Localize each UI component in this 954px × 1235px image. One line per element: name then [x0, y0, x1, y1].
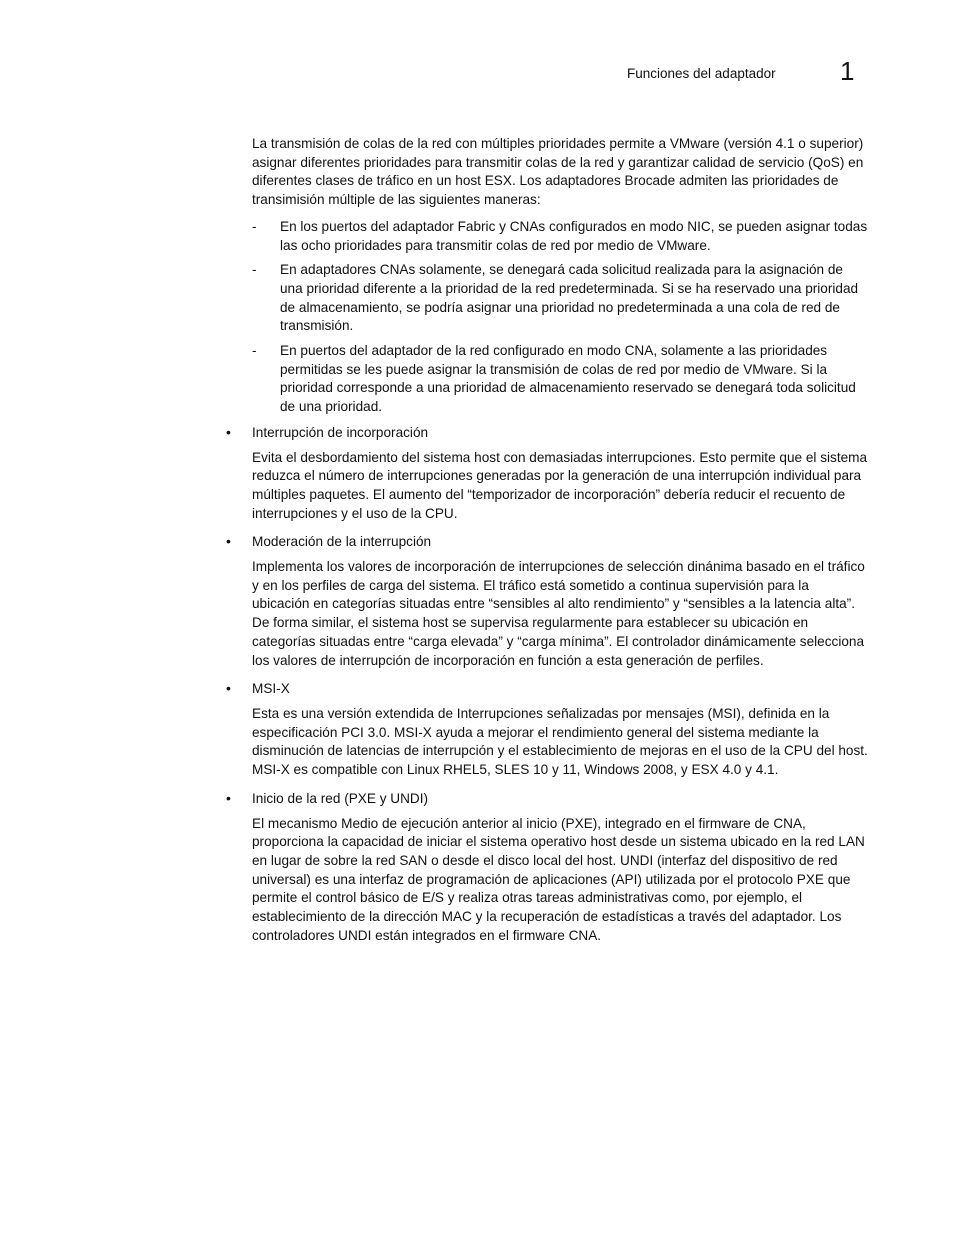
chapter-number: 1: [840, 56, 855, 86]
list-item: [252, 342, 868, 417]
page-body: [226, 135, 868, 955]
section-title: Inicio de la red (PXE y UNDI): [252, 790, 429, 806]
section-title: Interrupción de incorporación: [252, 424, 429, 440]
section-body: Evita el desbordamiento del sistema host con demasiadas interrupciones. Esto permite que el sistema reduzca el número de interrupciones generadas por la generación de una interrupción individual para múltiples paquetes. El aumento del “temporizador de incorporación” debería reducir el recuento de interrupciones y el uso de la CPU.: [252, 449, 868, 521]
intro-paragraph: La transmisión de colas de la red con múltiples prioridades permite a VMware (versión 4.1 o superior) asignar diferentes prioridades para transmitir colas de la red y garantizar calidad de servicio (QoS) en diferentes clases de tráfico en un host ESX. Los adaptadores Brocade admiten las prioridades de transimisión múltiple de las siguientes maneras:: [252, 136, 864, 208]
bullet-icon: •: [226, 789, 231, 806]
section-body: Esta es una versión extendida de Interrupciones señalizadas por mensajes (MSI), definida en la especificación PCI 3.0. MSI-X ayuda a mejorar el rendimiento general del sistema mediante la disminución de latencias de interrupción y el establecimiento de mejoras en el uso de la CPU del host. MSI-X es compatible con Linux RHEL5, SLES 10 y 11, Windows 2008, y ESX 4.0 y 4.1.: [252, 705, 868, 778]
section-body: Implementa los valores de incorporación de interrupciones de selección dinánima basado en el tráfico y en los perfiles de carga del sistema. El tráfico está sometido a continua supervisión para la ubicación en categorías situadas entre “sensibles al alto rendimiento” y “sensibles a la latencia alta”. De forma similar, el sistema host se supervisa regularmente para establecer su ubicación en categorías situadas entre “carga elevada” y “carga mínima”. El controlador dinámicamente selecciona los valores de interrupción de incorporación en función a esta generación de perfiles.: [252, 559, 865, 668]
dash-marker: -: [252, 262, 257, 278]
dash-list: [252, 218, 868, 417]
bullet-section-network-boot: [226, 789, 868, 946]
list-item-text: En adaptadores CNAs solamente, se denegará cada solicitud realizada para la asignación de una prioridad diferente a la prioridad de la red predeterminada. Si se ha reservado una prioridad de almacenamiento, se podría asignar una prioridad no predeterminada a una cola de red de transmisión.: [280, 262, 859, 334]
list-item: [252, 261, 868, 336]
section-title: MSI-X: [252, 681, 290, 697]
section-title: Moderación de la interrupción: [252, 534, 432, 550]
bullet-icon: •: [226, 423, 231, 440]
dash-marker: -: [252, 343, 257, 359]
bullet-section-msix: [226, 680, 868, 780]
dash-marker: -: [252, 218, 257, 234]
running-header-title: Funciones del adaptador: [627, 66, 776, 81]
list-item: [252, 218, 868, 255]
bullet-section-coalescing: [226, 423, 868, 524]
bullet-icon: •: [226, 533, 231, 550]
list-item-text: En los puertos del adaptador Fabric y CNAs configurados en modo NIC, se pueden asignar todas las ocho prioridades para transmitir colas de red por medio de VMware.: [280, 218, 868, 253]
bullet-icon: •: [226, 680, 231, 697]
bullet-section-moderation: [226, 533, 868, 670]
list-item-text: En puertos del adaptador de la red configurado en modo CNA, solamente a las prioridades permitidas se les puede asignar la transmisión de colas de red por medio de VMware. Si la prioridad corresponde a una prioridad de almacenamiento reservado se denegará toda solicitud de una prioridad.: [280, 343, 856, 415]
section-body: El mecanismo Medio de ejecución anterior al inicio (PXE), integrado en el firmware de CNA, proporciona la capacidad de iniciar el sistema operativo host desde un sistema ubicado en la red LAN en lugar de sobre la red SAN o desde el disco local del host. UNDI (interfaz del dispositivo de red universal) es una interfaz de programación de aplicaciones (API) utilizada por el protocolo PXE que permite el control básico de E/S y realiza otras tareas administrativas como, por ejemplo, el establecimiento de la dirección MAC y la recuperación de estadísticas a través del adaptador. Los controladores UNDI están integrados en el firmware CNA.: [252, 815, 865, 943]
